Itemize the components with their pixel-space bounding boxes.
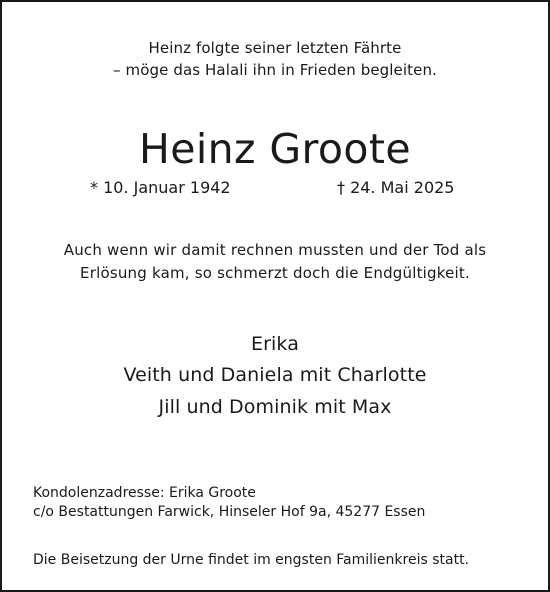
mourner-line: Erika bbox=[251, 333, 299, 355]
birth-date: * 10. Januar 1942 bbox=[90, 178, 231, 197]
verse-line-2: Erlösung kam, so schmerzt doch die Endgültigkeit. bbox=[80, 264, 470, 282]
verse-line-1: Auch wenn wir damit rechnen mussten und der Tod als bbox=[63, 241, 487, 259]
funeral-note: Die Beisetzung der Urne findet im engsten Familienkreis statt. bbox=[33, 552, 470, 568]
death-date: † 24. Mai 2025 bbox=[337, 178, 455, 197]
condolence-address-line-2: c/o Bestattungen Farwick, Hinseler Hof 9a, 45277 Essen bbox=[33, 504, 426, 520]
mourner-line: Veith und Daniela mit Charlotte bbox=[123, 364, 427, 386]
motto-line-1: Heinz folgte seiner letzten Fährte bbox=[148, 39, 402, 57]
condolence-address-line-1: Kondolenzadresse: Erika Groote bbox=[33, 485, 256, 501]
deceased-name: Heinz Groote bbox=[139, 125, 411, 173]
motto-line-2: – möge das Halali ihn in Frieden begleiten. bbox=[113, 61, 437, 79]
mourner-line: Jill und Dominik mit Max bbox=[158, 396, 392, 418]
